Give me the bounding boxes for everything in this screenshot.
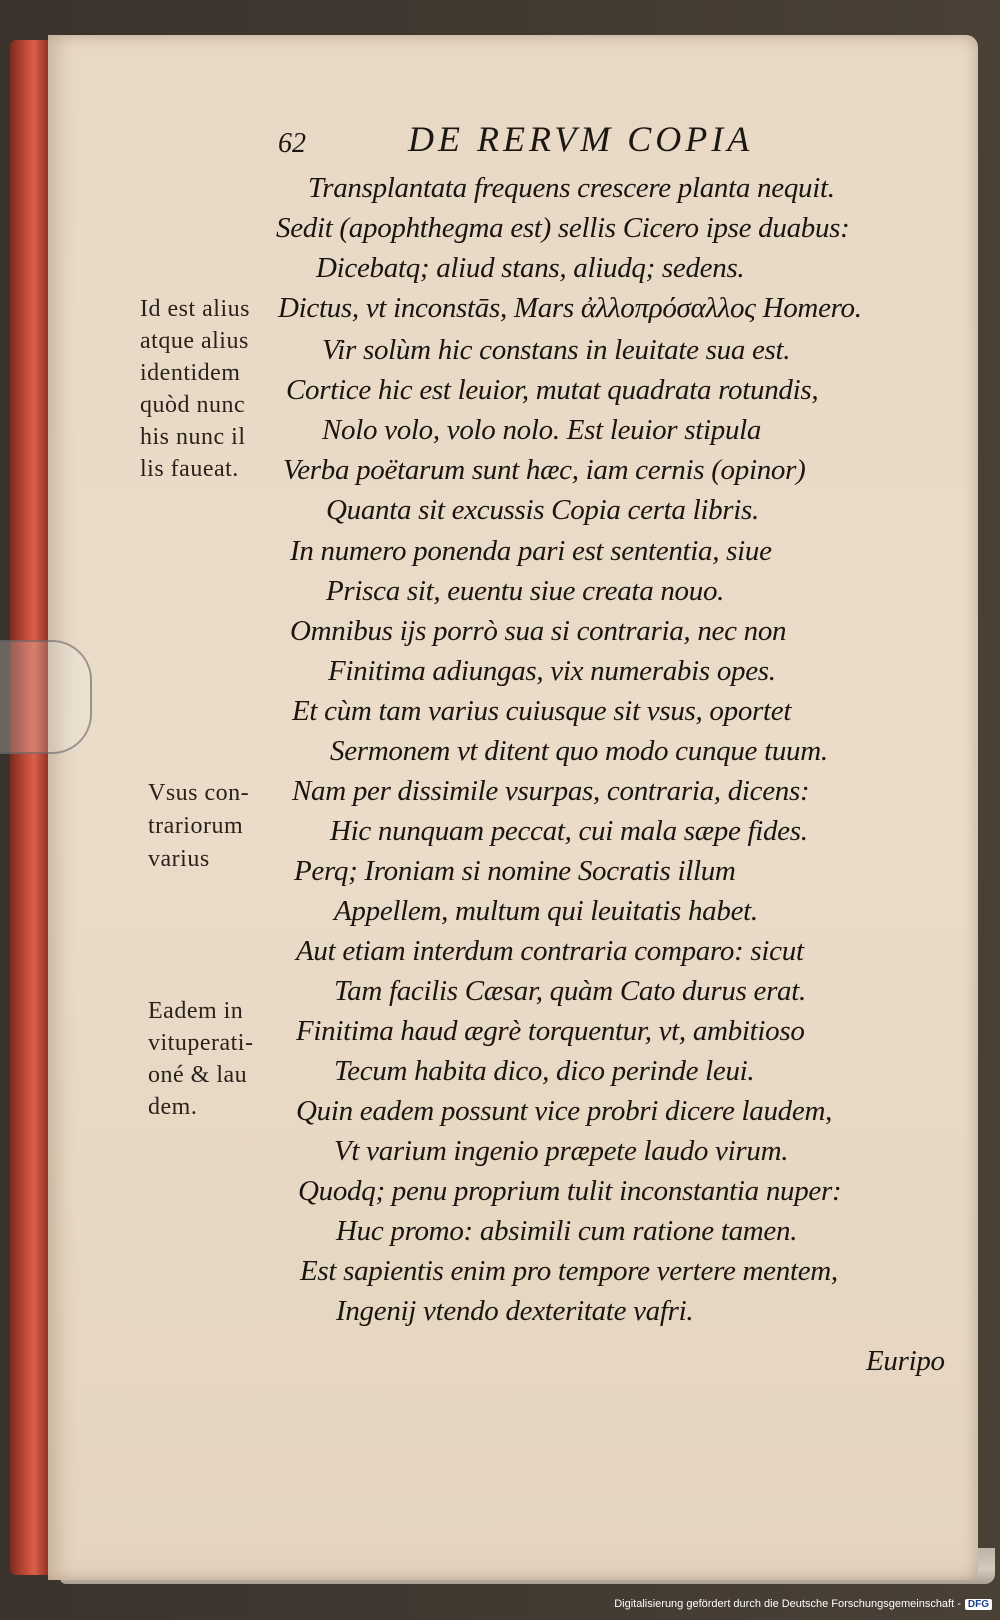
verse-line: Appellem, multum qui leuitatis habet. (334, 895, 758, 927)
running-title: DE RERVM COPIA (408, 119, 754, 159)
verse-line: Sermonem vt ditent quo modo cunque tuum. (330, 735, 828, 767)
margin-note-line: quòd nunc (140, 392, 246, 418)
verse-line: Dicebatq; aliud stans, aliudq; sedens. (316, 252, 745, 284)
verse-line: Hic nunquam peccat, cui mala sæpe fides. (330, 815, 808, 847)
margin-note-line: varius (148, 846, 210, 872)
verse-line: Aut etiam interdum contraria comparo: sicut (296, 935, 804, 967)
verse-line: Finitima adiungas, vix numerabis opes. (328, 655, 776, 687)
verse-line: Sedit (apophthegma est) sellis Cicero ipse duabus: (276, 212, 850, 244)
margin-note-line: lis faueat. (140, 456, 239, 482)
verse-line: Quin eadem possunt vice probri dicere laudem, (296, 1095, 833, 1127)
verse-line: Omnibus ijs porrò sua si contraria, nec non (290, 615, 787, 647)
margin-note-line: identidem (140, 360, 241, 386)
margin-note-line: his nunc il (140, 424, 246, 450)
margin-note-line: Eadem in (148, 998, 244, 1024)
verse-line: Est sapientis enim pro tempore vertere mentem, (300, 1255, 838, 1287)
margin-note-line: oné & lau (148, 1062, 248, 1088)
verse-line: Perq; Ironiam si nomine Socratis illum (294, 855, 736, 887)
margin-note-line: Id est alius (140, 296, 250, 322)
verse-line: Tecum habita dico, dico perinde leui. (334, 1055, 755, 1087)
verse-line: Vt varium ingenio præpete laudo virum. (334, 1135, 789, 1167)
verse-line: Verba poëtarum sunt hæc, iam cernis (opinor) (283, 454, 806, 486)
verse-line: In numero ponenda pari est sententia, siue (290, 535, 772, 567)
verse-line: Huc promo: absimili cum ratione tamen. (336, 1215, 798, 1247)
verse-line: Transplantata frequens crescere planta nequit. (308, 172, 835, 204)
verse-line: Tam facilis Cæsar, quàm Cato durus erat. (334, 975, 806, 1007)
verse-line: Cortice hic est leuior, mutat quadrata rotundis, (286, 374, 819, 406)
verse-line: Finitima haud ægrè torquentur, vt, ambitioso (296, 1015, 805, 1047)
verse-line: Quodq; penu proprium tulit inconstantia nuper: (298, 1175, 842, 1207)
margin-note-line: atque alius (140, 328, 249, 354)
verse-line: Vir solùm hic constans in leuitate sua est. (322, 334, 791, 366)
margin-note-line: trariorum (148, 813, 244, 839)
margin-note-line: Vsus con- (148, 780, 250, 806)
dfg-logo: DFG (965, 1599, 992, 1610)
verse-line: Nam per dissimile vsurpas, contraria, dicens: (292, 775, 810, 807)
verse-line: Quanta sit excussis Copia certa libris. (326, 494, 759, 526)
margin-note-line: dem. (148, 1094, 198, 1120)
page-number: 62 (278, 128, 306, 159)
verse-line: Prisca sit, euentu siue creata nouo. (326, 575, 725, 607)
verse-line: Dictus, vt inconstās, Mars ἀλλοπρόσαλλος Homero. (278, 292, 862, 324)
verse-line: Nolo volo, volo nolo. Est leuior stipula (322, 414, 762, 446)
catchword: Euripo (866, 1345, 945, 1377)
margin-note-line: vituperati- (148, 1030, 254, 1056)
verse-line: Et cùm tam varius cuiusque sit vsus, oportet (292, 695, 792, 727)
verse-line: Ingenij vtendo dexteritate vafri. (336, 1295, 694, 1327)
digitization-credit (614, 1598, 992, 1610)
credit-text: Digitalisierung gefördert durch die Deutsche Forschungsgemeinschaft - (614, 1598, 961, 1610)
